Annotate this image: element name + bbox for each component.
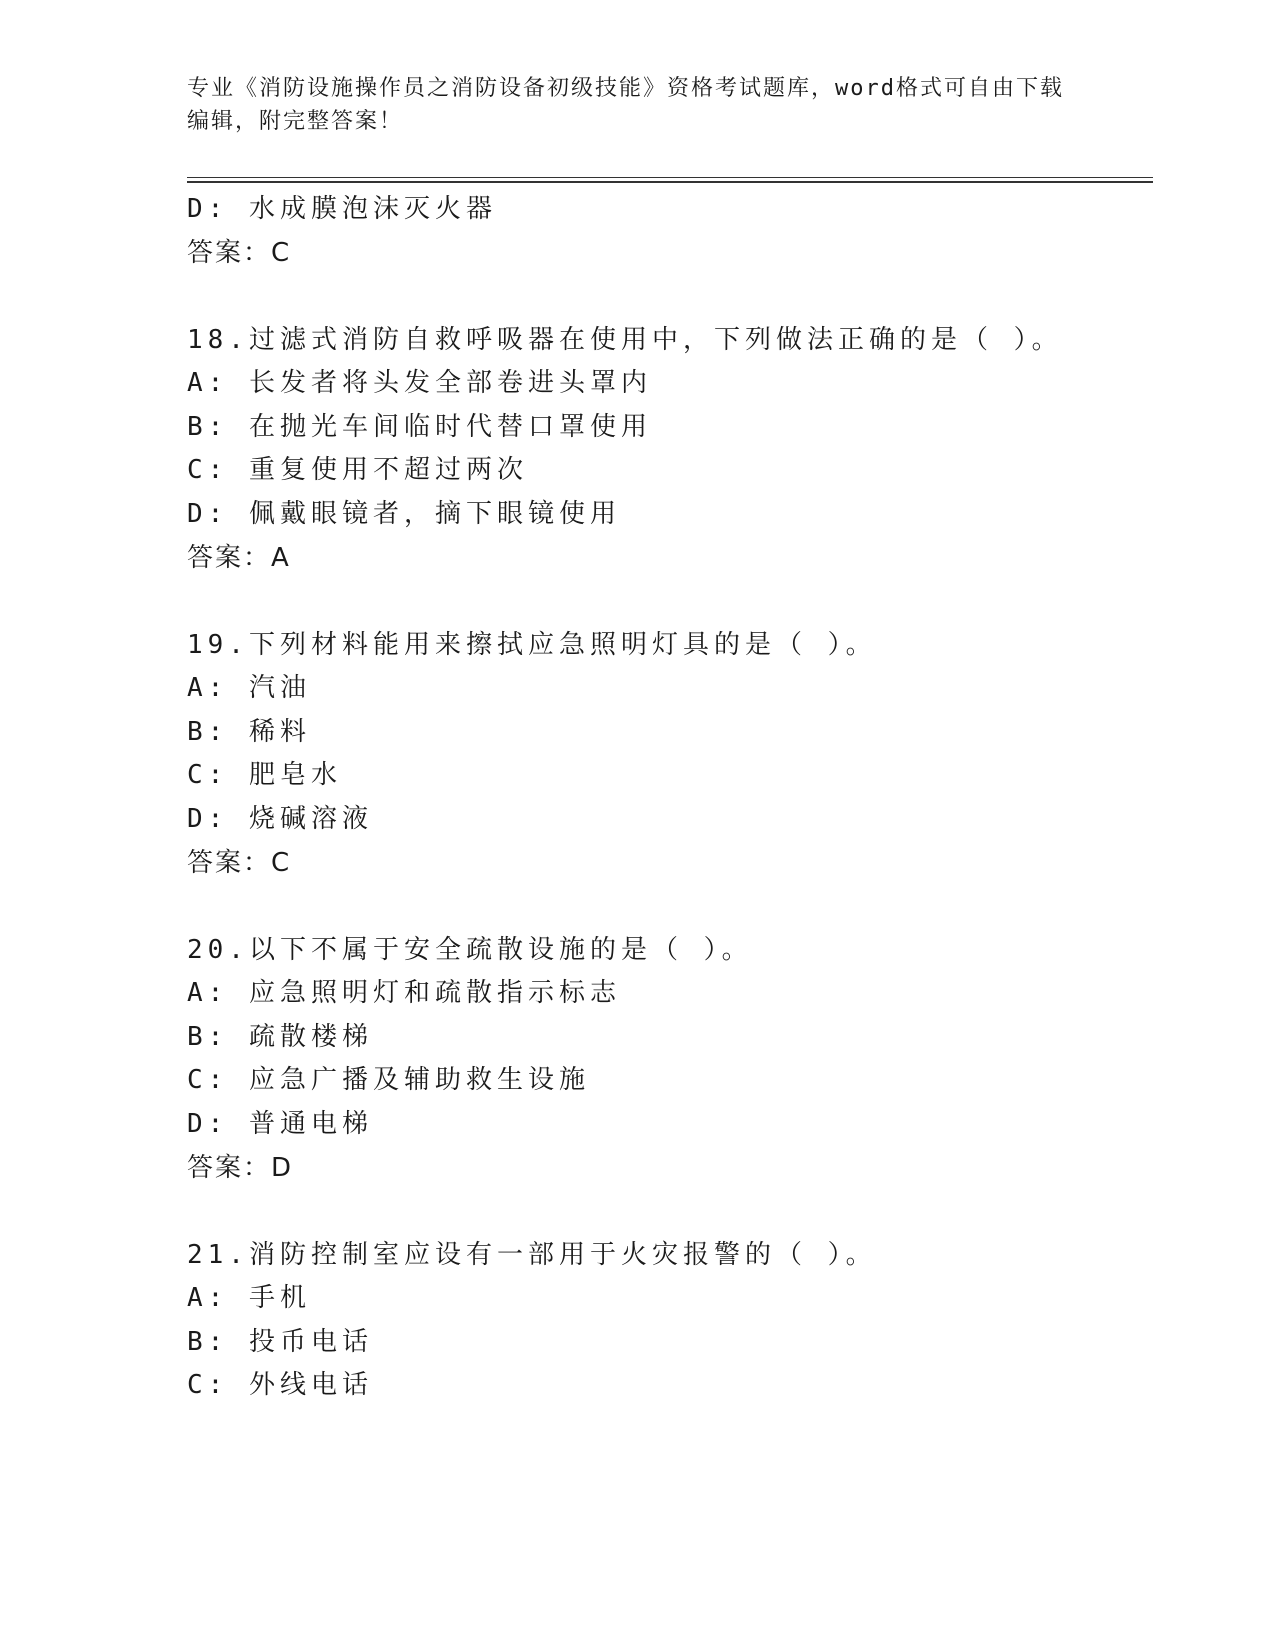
option-a: A: 汽油 (187, 673, 311, 703)
answer-line: 答案：A (187, 543, 291, 573)
option-d: D: 佩戴眼镜者，摘下眼镜使用 (187, 499, 621, 529)
option-c: C: 重复使用不超过两次 (187, 455, 528, 485)
option-d: D: 普通电梯 (187, 1109, 373, 1139)
answer-line: 答案：D (187, 1153, 294, 1183)
option-b: B: 在抛光车间临时代替口罩使用 (187, 412, 652, 442)
option-d: D: 烧碱溶液 (187, 804, 373, 834)
document-header: 专业《消防设施操作员之消防设备初级技能》资格考试题库，word格式可自由下载编辑，附完整答案！ (187, 76, 1064, 134)
option-d: D: 水成膜泡沫灭火器 (187, 194, 497, 224)
option-a: A: 应急照明灯和疏散指示标志 (187, 978, 621, 1008)
option-a: A: 手机 (187, 1283, 311, 1313)
option-c: C: 外线电话 (187, 1370, 373, 1400)
header-divider-thick (187, 181, 1153, 183)
option-a: A: 长发者将头发全部卷进头罩内 (187, 368, 652, 398)
answer-line: 答案：C (187, 848, 292, 878)
option-b: B: 疏散楼梯 (187, 1022, 373, 1052)
option-c: C: 肥皂水 (187, 760, 342, 790)
question-stem: 18.过滤式消防自救呼吸器在使用中，下列做法正确的是（ ）。 (187, 325, 1063, 355)
option-b: B: 投币电话 (187, 1327, 373, 1357)
question-stem: 21.消防控制室应设有一部用于火灾报警的（ ）。 (187, 1240, 877, 1270)
answer-line: 答案：C (187, 238, 292, 268)
option-b: B: 稀料 (187, 717, 311, 747)
header-divider-thin (187, 177, 1153, 178)
option-c: C: 应急广播及辅助救生设施 (187, 1065, 590, 1095)
question-stem: 20.以下不属于安全疏散设施的是（ ）。 (187, 935, 753, 965)
question-stem: 19.下列材料能用来擦拭应急照明灯具的是（ ）。 (187, 630, 877, 660)
